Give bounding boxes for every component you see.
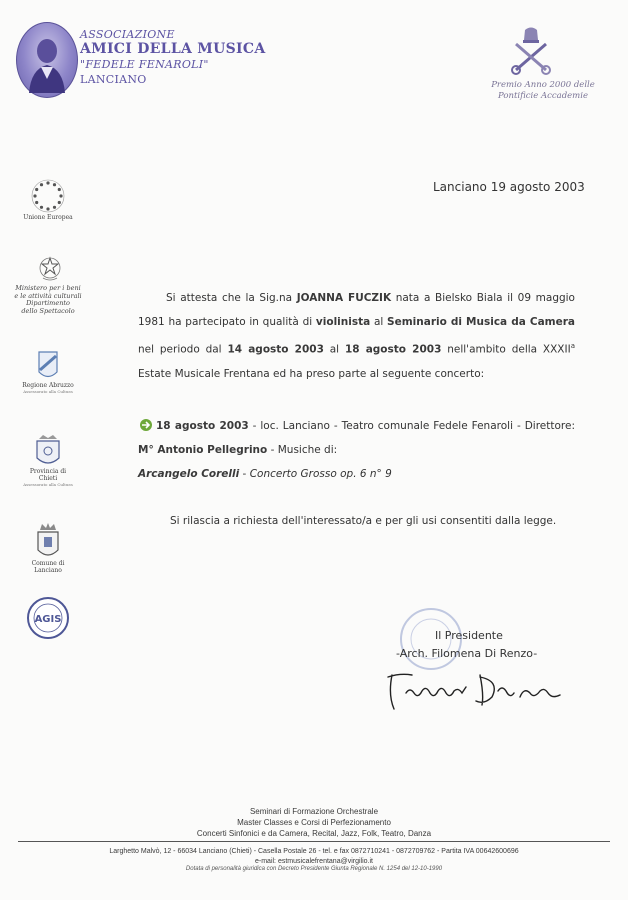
premio-caption: [478, 80, 608, 102]
footer-activities: [0, 806, 628, 839]
portrait-figure-icon: [17, 23, 77, 97]
association-line-2: AMICI DELLA MUSICA: [80, 41, 266, 57]
concert-separator: -: [239, 468, 250, 480]
p1-al: al: [370, 316, 388, 328]
regione-sub: Assessorato alla Cultura: [23, 389, 73, 394]
closing-text: Si rilascia a richiesta dell'interessato/a e per gli usi consentiti dalla legge.: [170, 515, 557, 527]
letter-date: Lanciano 19 agosto 2003: [433, 180, 585, 194]
p1-edition: nell'ambito della XXXII: [441, 343, 571, 356]
provincia-sub: Assessorato alla Cultura: [23, 482, 73, 487]
concert-details: - loc. Lanciano - Teatro comunale Fedele Fenaroli - Direttore:: [248, 420, 575, 432]
student-role: violinista: [315, 316, 371, 328]
closing-paragraph: [138, 509, 575, 533]
p1-period: nel periodo dal: [138, 343, 228, 356]
footer-line-2: Master Classes e Corsi di Perfezionamento: [237, 818, 391, 827]
student-name: JOANNA FUCZIK: [296, 292, 392, 304]
fenaroli-portrait: [16, 22, 78, 98]
premio-line-2: Pontificie Accademie: [498, 91, 588, 101]
agis-logo-icon: [26, 596, 70, 640]
concert-music: - Musiche di:: [267, 444, 338, 456]
concert-paragraph: [138, 414, 575, 486]
p1-al-2: al: [323, 343, 345, 356]
director-name: M° Antonio Pellegrino: [138, 444, 268, 456]
footer-email: e-mail: estmusicalefrentana@virgilio.it: [255, 857, 373, 865]
footer-decree: Dotata di personalità giuridica con Decreto Presidente Giunta Regionale N. 1254 del 12-10-1990: [185, 866, 443, 872]
association-name: [80, 27, 265, 87]
regione-label: Regione Abruzzo: [22, 382, 74, 389]
ministero-line-3: Dipartimento: [26, 299, 70, 307]
comune-label: Comune di Lanciano: [31, 560, 65, 574]
attestation-paragraph: [138, 286, 575, 386]
footer-address: Larghetto Malvò, 12 - 66034 Lanciano (Chieti) - Casella Postale 26 - tel. e fax 0872710241 - 0872709762 - Partita IVA 00642600696: [109, 848, 519, 855]
ministero-line-1: Ministero per i beni: [15, 284, 81, 292]
provincia-label: Provincia di Chieti: [29, 468, 67, 482]
handwritten-signature: [384, 665, 574, 713]
association-line-1: ASSOCIAZIONE: [80, 28, 175, 41]
agis-text: AGIS: [34, 614, 62, 625]
p1-superscript: a: [570, 342, 575, 350]
logo-unione-europea: [22, 178, 74, 221]
premio-line-1: Premio Anno 2000 delle: [491, 80, 595, 90]
eu-label: Unione Europea: [23, 214, 73, 221]
provincia-crest-icon: [33, 434, 63, 468]
association-line-3: "FEDELE FENAROLI": [80, 58, 209, 71]
composer-name: Arcangelo Corelli: [138, 468, 240, 480]
footer-line-3: Concerti Sinfonici e da Camera, Recital, Jazz, Folk, Teatro, Danza: [196, 829, 432, 838]
concert-date: 18 agosto 2003: [156, 420, 249, 432]
eu-stars-icon: [30, 178, 66, 214]
ministero-caption: [12, 285, 84, 315]
president-name: -Arch. Filomena Di Renzo-: [396, 647, 538, 660]
logo-provincia-chieti: [22, 434, 74, 487]
ministero-line-4: dello Spettacolo: [21, 306, 75, 315]
date-to: 18 agosto 2003: [344, 343, 442, 356]
p1-festival: Estate Musicale Frentana ed ha preso parte al seguente concerto:: [138, 367, 485, 380]
date-from: 14 agosto 2003: [227, 343, 324, 356]
footer-line-1: Seminari di Formazione Orchestrale: [249, 807, 379, 816]
p1-intro: Si attesta che la Sig.na: [166, 292, 297, 304]
president-title: Il Presidente: [435, 629, 503, 642]
regione-shield-icon: [37, 350, 59, 382]
ministero-line-2: e le attività culturali: [14, 291, 82, 300]
logo-regione-abruzzo: [22, 350, 74, 394]
footer-contacts: [0, 847, 628, 866]
association-line-4: LANCIANO: [80, 73, 147, 86]
p1-birth: nata a Bielsko Biala il 09 maggio 1981 ha partecipato in qualità di: [138, 292, 575, 328]
work-title: Concerto Grosso op. 6 n° 9: [249, 468, 392, 480]
italian-republic-emblem-icon: [38, 256, 62, 282]
seminar-name: Seminario di Musica da Camera: [387, 316, 575, 328]
logo-comune-lanciano: [22, 522, 74, 574]
footer-divider: [18, 841, 610, 842]
papal-keys-icon: [508, 26, 554, 76]
comune-crest-icon: [34, 522, 62, 560]
